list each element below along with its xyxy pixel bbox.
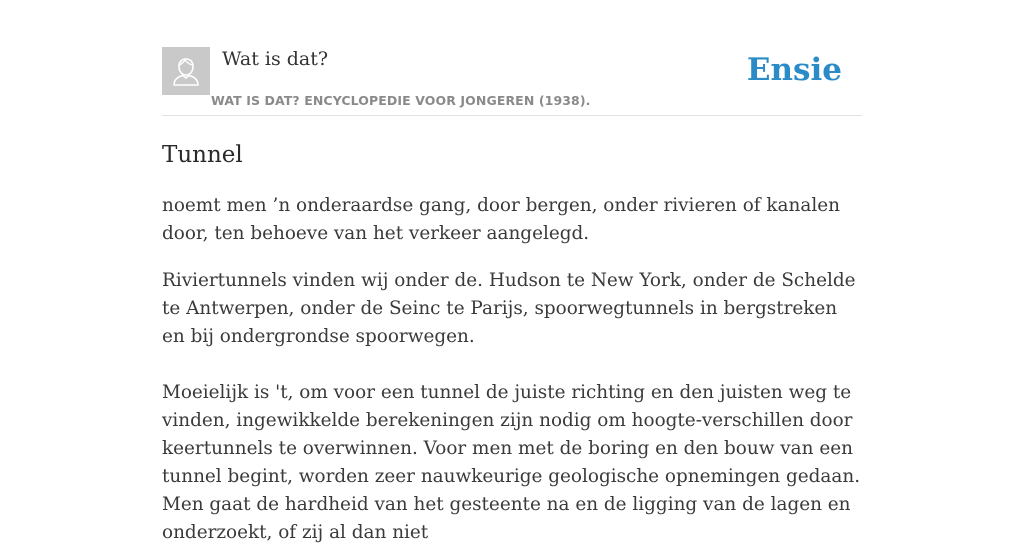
user-placeholder-icon — [162, 47, 210, 95]
article — [162, 139, 864, 547]
article-paragraph: noemt men ’n onderaardse gang, door bergen, onder rivieren of kanalen door, ten behoeve van het verkeer aangelegd. — [162, 195, 840, 244]
source-header — [162, 46, 862, 116]
brand-logo[interactable]: Ensie — [746, 52, 842, 88]
source-name-link[interactable]: Wat is dat? — [222, 48, 329, 70]
article-title: Tunnel — [162, 142, 243, 168]
avatar[interactable] — [162, 47, 210, 95]
article-paragraph: Moeielijk is 't, om voor een tunnel de juiste richting en den juisten weg te vinden, ingewikkelde berekeningen zijn nodig om hoogte-verschillen door keertunnels te overwinnen. Voor men met de boring en den bouw van een tunnel begint, worden zeer nauwkeurige geologische opnemingen gedaan. Men gaat de hardheid van het gesteente na en de ligging van de lagen en onderzoekt, of zij al dan niet — [162, 382, 861, 543]
source-subtitle: WAT IS DAT? ENCYCLOPEDIE VOOR JONGEREN (1938). — [211, 93, 591, 108]
article-paragraph: Riviertunnels vinden wij onder de. Hudson te New York, onder de Schelde te Antwerpen, onder de Seinc te Parijs, spoorwegtunnels in bergstreken en bij ondergrondse spoorwegen. — [162, 270, 856, 347]
